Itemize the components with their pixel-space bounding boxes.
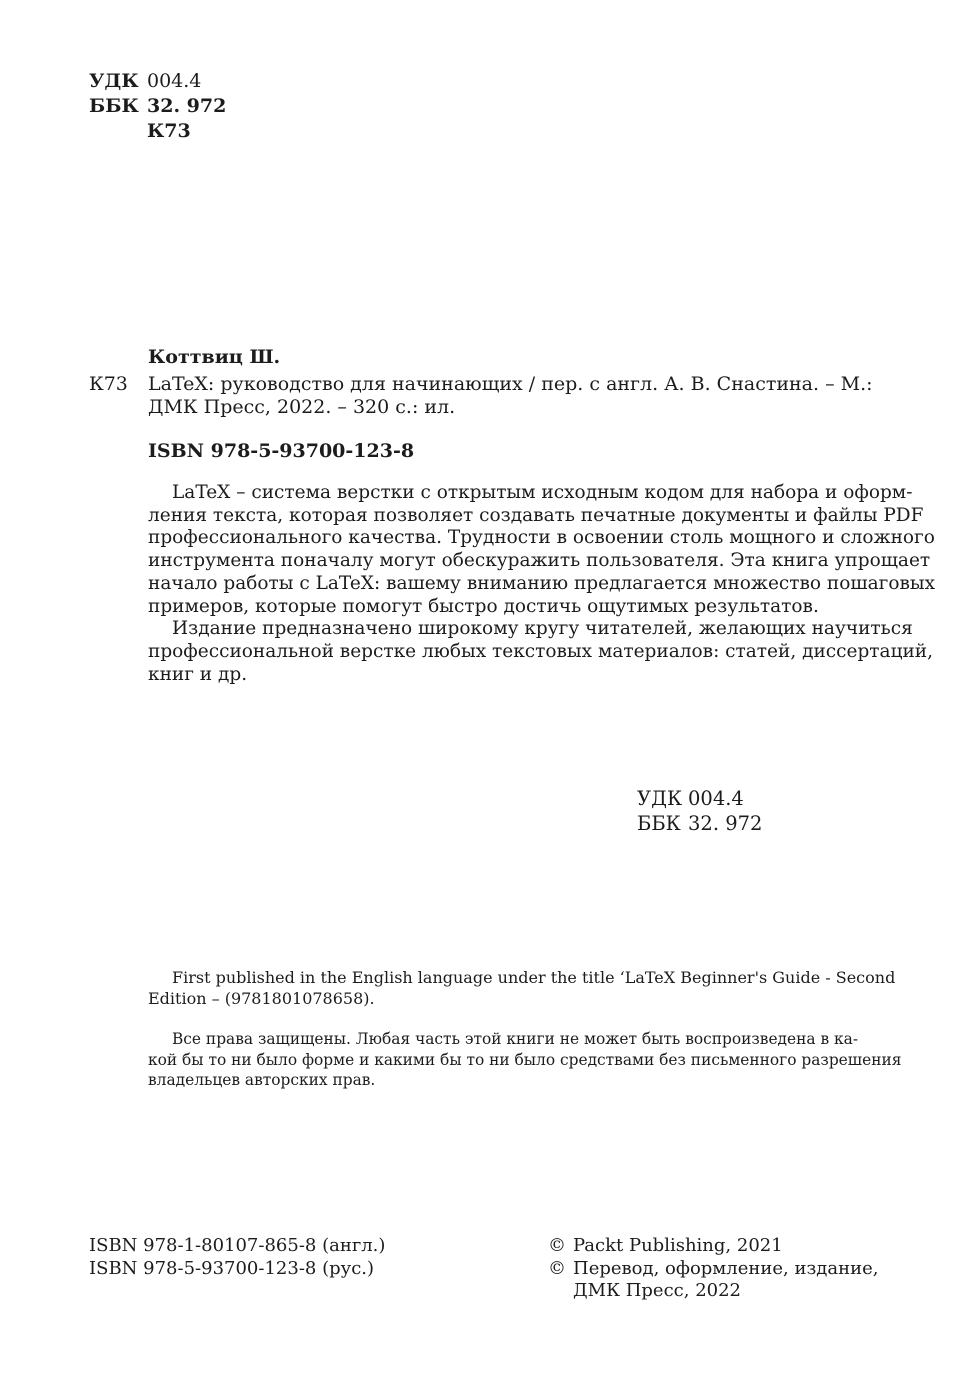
copyright-packt: Packt Publishing, 2021	[573, 1235, 783, 1256]
annotation-line: начало работы с LaTeX: вашему вниманию предлагается множество пошаговых	[148, 572, 936, 594]
copyright-symbol: ©	[548, 1257, 566, 1279]
right-udk-label: УДК	[637, 787, 683, 810]
rights-line: владельцев авторских прав.	[148, 1071, 376, 1089]
udk-row	[89, 70, 201, 93]
copyright-translation: Перевод, оформление, издание,	[573, 1257, 879, 1279]
bibliographic-description	[148, 373, 873, 419]
isbn-english: ISBN 978-1-80107-865-8 (англ.)	[89, 1235, 386, 1256]
annotation-line: профессионального качества. Трудности в освоении столь мощного и сложного	[148, 527, 935, 549]
udk-value: 004.4	[147, 70, 202, 92]
udk-label: УДК	[89, 70, 139, 92]
right-udk-value: 004.4	[688, 787, 744, 810]
copyright-translation-publisher: ДМК Пресс, 2022	[573, 1280, 742, 1301]
isbn-main: ISBN 978-5-93700-123-8	[148, 440, 415, 462]
first-published-line: Edition – (9781801078658).	[148, 988, 375, 1008]
bib-line-2: ДМК Пресс, 2022. – 320 с.: ил.	[148, 396, 456, 418]
annotation	[148, 482, 936, 686]
isbn-russian: ISBN 978-5-93700-123-8 (рус.)	[89, 1257, 375, 1279]
right-classification	[637, 786, 762, 836]
copyright-block	[548, 1235, 878, 1303]
bbk-label: ББК	[89, 95, 139, 117]
author-code: К73	[89, 373, 128, 395]
right-bbk-value: 32. 972	[688, 812, 763, 835]
right-bbk-label: ББК	[637, 812, 681, 835]
copyright-symbol: ©	[548, 1235, 566, 1256]
annotation-line: Издание предназначено широкому кругу читателей, желающих научиться	[172, 618, 913, 640]
annotation-line: LaTeX – система верстки с открытым исходным кодом для набора и оформ-	[172, 482, 913, 503]
bib-line-1: LaTeX: руководство для начинающих / пер. с англ. А. В. Снастина. – М.:	[148, 373, 873, 395]
bbk-value: 32. 972	[147, 95, 227, 117]
first-published-line: First published in the English language under the title ‘LaTeX Beginner's Guide - Second	[172, 968, 896, 987]
rights-line: кой бы то ни было форме и какими бы то ни было средствами без письменного разрешения	[148, 1050, 902, 1069]
isbn-list	[89, 1235, 385, 1280]
annotation-line: книг и др.	[148, 663, 248, 685]
rights-line: Все права защищены. Любая часть этой книги не может быть воспроизведена в ка-	[172, 1030, 859, 1048]
author-sign: К73	[147, 120, 191, 142]
annotation-line: профессиональной верстке любых текстовых материалов: статей, диссертаций,	[148, 640, 934, 662]
annotation-line: ления текста, которая позволяет создавать печатные документы и файлы PDF	[148, 504, 924, 526]
bbk-row	[89, 95, 226, 118]
author-name: Коттвиц Ш.	[148, 346, 281, 368]
annotation-line: инструмента поначалу могут обескуражить пользователя. Эта книга упрощает	[148, 550, 931, 572]
first-published-note	[148, 968, 896, 1009]
annotation-line: примеров, которые помогут быстро достичь ощутимых результатов.	[148, 595, 819, 617]
rights-note	[148, 1029, 902, 1091]
